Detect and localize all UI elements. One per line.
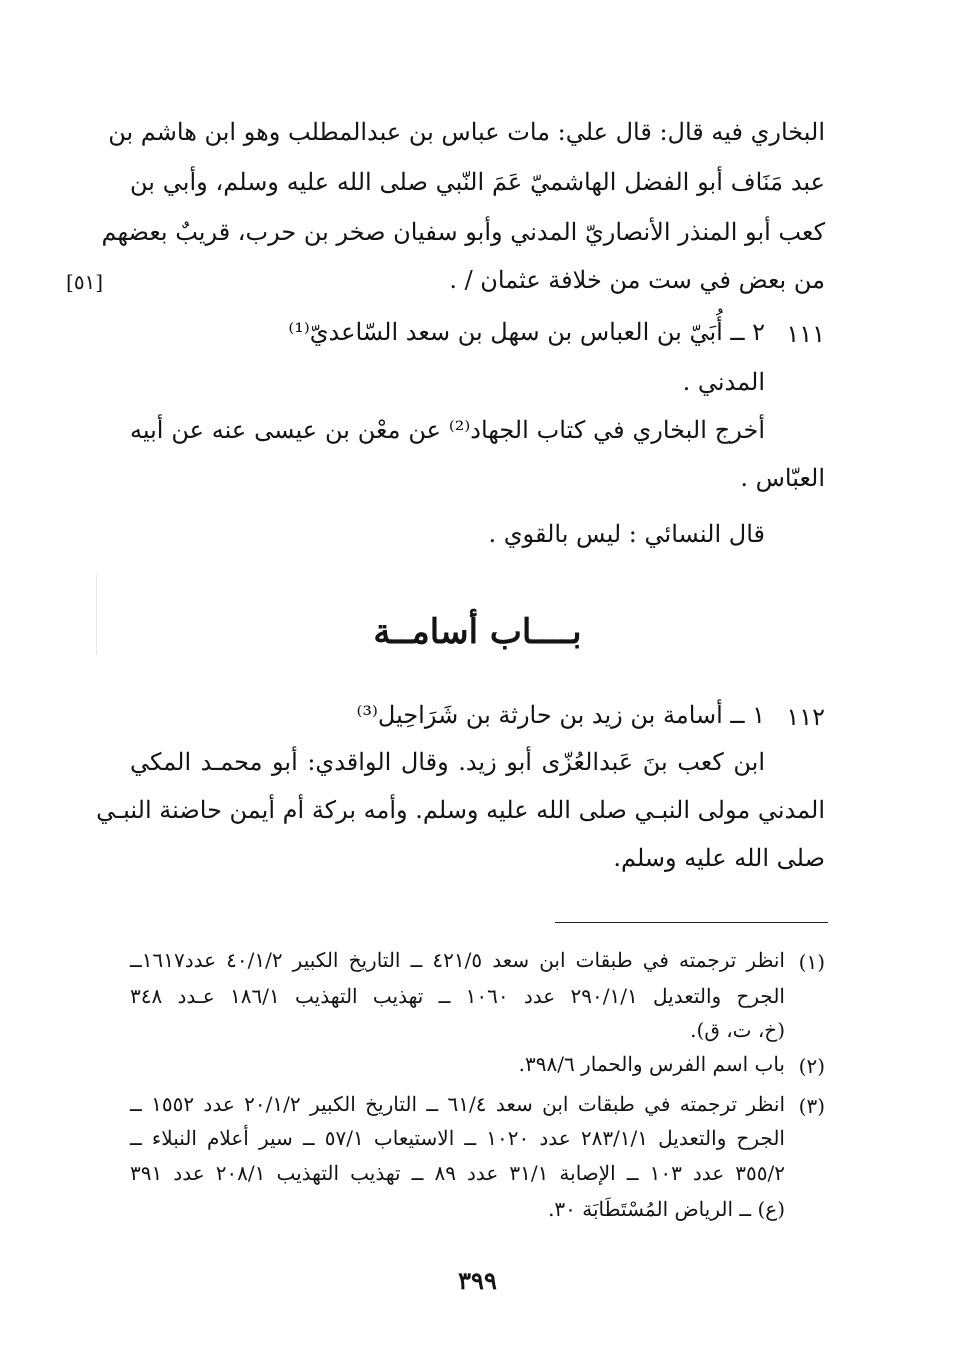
body-line: عبد مَنَاف أبو الفضل الهاشميّ عَمَ النّبي صلى الله عليه وسلم، وأبي بن — [130, 168, 825, 196]
entry-heading: ٢ ــ أُبَيّ بن العباس بن سهل بن سعد السّاعديّ⁽¹⁾ — [288, 318, 765, 346]
body-line: من بعض في ست من خلافة عثمان / . — [449, 266, 825, 294]
footnote-number: (٣) — [798, 1094, 825, 1118]
entry-text: ابن كعب بنَ عَبدالعُزّى أبو زيد. وقال الواقدي: أبو محمـد المكي — [130, 748, 765, 776]
section-heading: بــــاب أسامــة — [373, 612, 582, 652]
page-number: ٣٩٩ — [458, 1266, 497, 1295]
entry-text: أخرج البخاري في كتاب الجهاد⁽²⁾ عن معْن بن عيسى عنه عن أبيه — [130, 416, 765, 444]
footnote-number: (٢) — [798, 1054, 825, 1078]
footnote-line: (خ، ت، ق). — [690, 1018, 785, 1042]
body-line: البخاري فيه قال: قال علي: مات عباس بن عبدالمطلب وهو ابن هاشم بن — [108, 118, 825, 146]
entry-origin: المدني . — [682, 368, 765, 396]
nasai-statement: قال النسائي : ليس بالقوي . — [488, 520, 765, 548]
footnote-line: انظر ترجمته في طبقات ابن سعد ٦١/٤ ــ التاريخ الكبير ٢٠/١/٢ عدد ١٥٥٢ ــ — [130, 1092, 785, 1116]
footnote-line: انظر ترجمته في طبقات ابن سعد ٤٢١/٥ ــ التاريخ الكبير ٤٠/١/٢ عدد١٦١٧ــ — [130, 948, 785, 972]
entry-number: ١١٢ — [786, 703, 825, 731]
footnote-line: الجرح والتعديل ٢٨٣/١/١ عدد ١٠٢٠ ــ الاستيعاب ٥٧/١ ــ سير أعلام النبلاء ــ — [130, 1126, 785, 1150]
entry-number: ١١١ — [786, 320, 825, 348]
footnote-line: ٣٥٥/٢ عدد ١٠٣ ــ الإصابة ٣١/١ عدد ٨٩ ــ تهذيب التهذيب ٢٠٨/١ عدد ٣٩١ — [130, 1161, 785, 1185]
footnote-line: (ع) ــ الرياض المُسْتَطَابَة ٣٠. — [548, 1197, 785, 1221]
entry-text: العبّاس . — [740, 464, 825, 492]
footnote-line: الجرح والتعديل ٢٩٠/١/١ عدد ١٠٦٠ ــ تهذيب التهذيب ١٨٦/١ عـدد ٣٤٨ — [130, 984, 785, 1008]
footnote-line: باب اسم الفرس والحمار ٣٩٨/٦. — [518, 1052, 785, 1076]
entry-text: صلى الله عليه وسلم. — [613, 844, 825, 872]
footnote-separator — [555, 922, 828, 923]
entry-heading: ١ ــ أسامة بن زيد بن حارثة بن شَرَاحِيل⁽³⁾ — [356, 701, 765, 729]
entry-text: المدني مولى النبـي صلى الله عليه وسلم. وأمه بركة أم أيمن حاضنة النبـي — [96, 796, 825, 824]
margin-page-reference: [٥١] — [66, 270, 104, 294]
body-line: كعب أبو المنذر الأنصاريّ المدني وأبو سفيان صخر بن حرب، قريبٌ بعضهم — [101, 218, 825, 246]
footnote-number: (١) — [798, 950, 825, 974]
